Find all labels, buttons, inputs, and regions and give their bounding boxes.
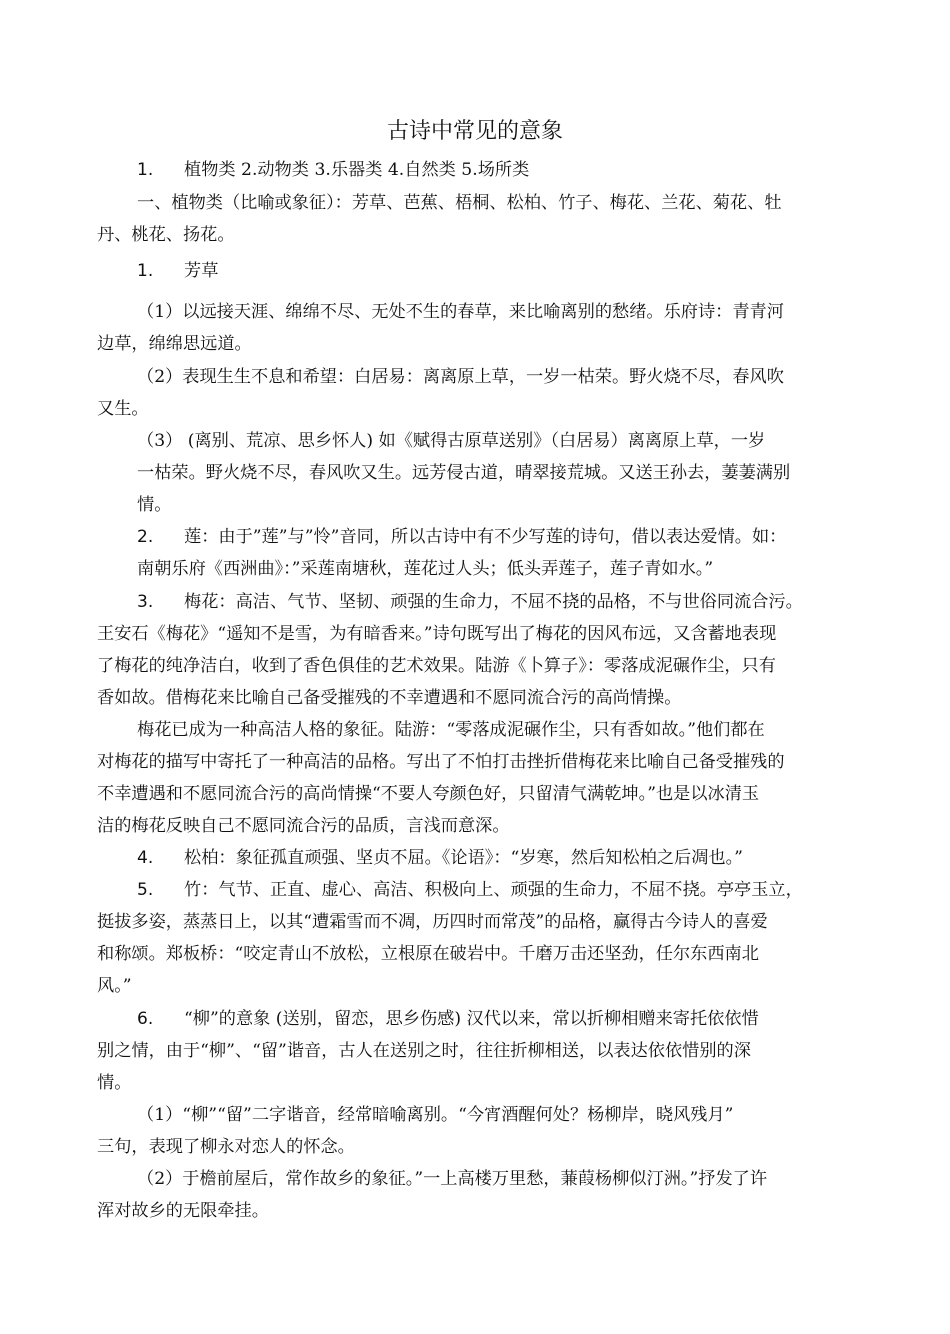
text-line: 松柏：象征孤直顽强、坚贞不屈。《论语》：“岁寒，然后知松柏之后凋也。” [184,848,743,868]
text-line: 情。 [137,495,172,515]
list-number: 6. [137,1009,154,1029]
text-line: 莲：由于”莲”与”怜”音同，所以古诗中有不少写莲的诗句，借以表达爱情。如： [184,527,787,547]
text-line: 芳草 [184,261,219,281]
text-line: 了梅花的纯净洁白，收到了香色俱佳的艺术效果。陆游《卜算子》：零落成泥碾作尘，只有 [97,656,776,676]
text-line: 洁的梅花反映自己不愿同流合污的品质，言浅而意深。 [97,816,510,836]
text-line: （2）于檐前屋后，常作故乡的象征。”一上高楼万里愁，蒹葭杨柳似汀洲。”抒发了许 [137,1169,768,1189]
list-number: 2. [137,527,154,547]
text-line: 挺拔多姿，蒸蒸日上，以其“遭霜雪而不凋，历四时而常茂”的品格，赢得古今诗人的喜爱 [97,912,768,932]
text-line: 不幸遭遇和不愿同流合污的高尚情操“不要人夸颜色好，只留清气满乾坤。”也是以冰清玉 [97,784,760,804]
text-line: 又生。 [97,399,149,419]
list-number: 1. [137,160,154,180]
text-line: （3） (离别、荒凉、思乡怀人) 如《赋得古原草送别》（白居易）离离原上草，一岁 [137,431,766,451]
text-line: 王安石《梅花》“遥知不是雪，为有暗香来。”诗句既写出了梅花的因风布远，又含蓄地表现 [97,624,777,644]
list-number: 5. [137,880,154,900]
text-line: 竹：气节、正直、虚心、高洁、积极向上、顽强的生命力，不屈不挠。亭亭玉立， [184,880,803,900]
list-number: 3. [137,592,154,612]
text-line: 植物类 2.动物类 3.乐器类 4.自然类 5.场所类 [184,160,530,180]
text-line: 边草，绵绵思远道。 [97,334,252,354]
text-line: 一、植物类（比喻或象征）：芳草、芭蕉、梧桐、松柏、竹子、梅花、兰花、菊花、牡 [137,193,782,213]
text-line: 情。 [97,1073,132,1093]
text-line: 风。” [97,976,132,996]
text-line: 香如故。借梅花来比喻自己备受摧残的不幸遭遇和不愿同流合污的高尚情操。 [97,688,682,708]
text-line: 梅花：高洁、气节、坚韧、顽强的生命力，不屈不挠的品格，不与世俗同流合污。 [184,592,803,612]
text-line: 别之情，由于“柳”、“留”谐音，古人在送别之时，往往折柳相送，以表达依依惜别的深 [97,1041,751,1061]
page-title: 古诗中常见的意象 [386,119,563,144]
text-line: （1）“柳”“留”二字谐音，经常暗喻离别。“今宵酒醒何处？杨柳岸，晓风残月” [137,1105,734,1125]
text-line: 对梅花的描写中寄托了一种高洁的品格。写出了不怕打击挫折借梅花来比喻自己备受摧残的 [97,752,785,772]
text-line: （1）以远接天涯、绵绵不尽、无处不生的春草，来比喻离别的愁绪。乐府诗：青青河 [137,302,784,322]
text-line: 一枯荣。野火烧不尽，春风吹又生。远芳侵古道，晴翠接荒城。又送王孙去，萋萋满别 [137,463,791,483]
text-line: 三句，表现了柳永对恋人的怀念。 [97,1137,355,1157]
list-number: 1. [137,261,154,281]
text-line: 和称颂。郑板桥：“咬定青山不放松，立根原在破岩中。千磨万击还坚劲，任尔东西南北 [97,944,759,964]
text-line: 浑对故乡的无限牵挂。 [97,1201,269,1221]
text-line: （2）表现生生不息和希望：白居易：离离原上草，一岁一枯荣。野火烧不尽，春风吹 [137,367,784,387]
text-line: “柳”的意象 (送别，留恋，思乡伤感) 汉代以来，常以折柳相赠来寄托依依惜 [184,1009,759,1029]
text-line: 梅花已成为一种高洁人格的象征。陆游：“零落成泥碾作尘，只有香如故。”他们都在 [137,720,765,740]
text-line: 南朝乐府《西洲曲》：”采莲南塘秋，莲花过人头；低头弄莲子，莲子青如水。” [137,559,714,579]
list-number: 4. [137,848,154,868]
text-line: 丹、桃花、扬花。 [97,225,235,245]
